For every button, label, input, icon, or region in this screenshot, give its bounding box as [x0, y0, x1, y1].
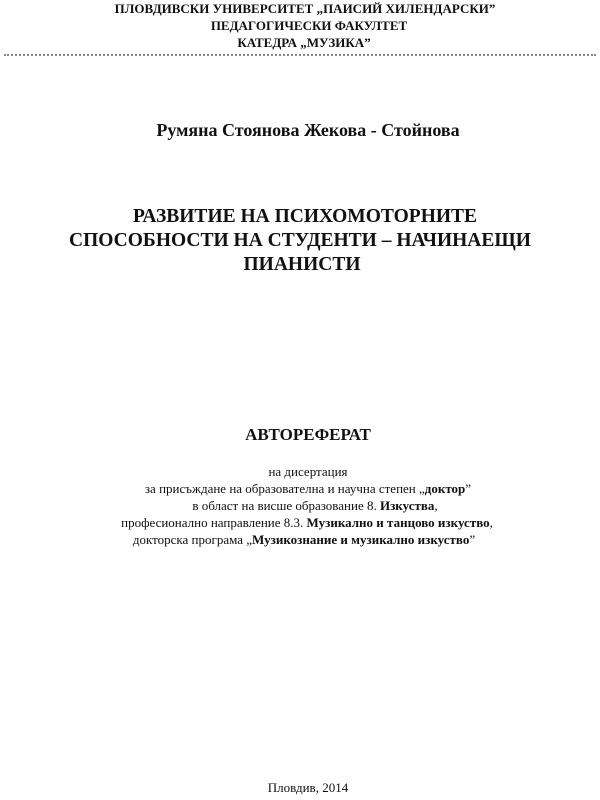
dissertation-details	[0, 463, 600, 548]
author-name: Румяна Стоянова Жекова - Стойнова	[156, 120, 460, 140]
program-name: Музикознание и музикално изкуство	[252, 532, 470, 547]
title-line-1: РАЗВИТИЕ НА ПСИХОМОТОРНИТЕ	[132, 206, 478, 227]
details-line-1-text: на дисертация	[268, 464, 348, 479]
degree-prefix: за присъждане на образователна и научна степен „	[144, 481, 425, 496]
details-line-4	[0, 514, 600, 531]
degree-name: доктор	[424, 481, 466, 496]
details-line-2	[0, 480, 600, 497]
document-type-heading: АВТОРЕФЕРАТ	[245, 425, 371, 444]
institution-header	[0, 0, 600, 51]
details-line-5	[0, 531, 600, 548]
details-line-3	[0, 497, 600, 514]
field-prefix: в област на висше образование 8.	[192, 498, 380, 513]
title-line-3: ПИАНИСТИ	[243, 254, 361, 275]
field-suffix: ,	[434, 498, 438, 513]
field-name: Изкуства	[379, 498, 435, 513]
direction-prefix: професионално направление 8.3.	[121, 515, 307, 530]
details-line-1	[0, 463, 600, 480]
dissertation-title	[0, 205, 600, 277]
faculty-name: ПЕДАГОГИЧЕСКИ ФАКУЛТЕТ	[210, 18, 408, 33]
place-and-year: Пловдив, 2014	[267, 780, 349, 795]
header-divider	[4, 54, 596, 56]
title-line-2: СПОСОБНОСТИ НА СТУДЕНТИ – НАЧИНАЕЩИ	[69, 230, 531, 251]
degree-suffix: ”	[465, 481, 472, 496]
program-prefix: докторска програма „	[132, 532, 253, 547]
university-name: ПЛОВДИВСКИ УНИВЕРСИТЕТ „ПАИСИЙ ХИЛЕНДАРСКИ”	[114, 1, 496, 16]
department-name: КАТЕДРА „МУЗИКА”	[237, 35, 371, 50]
direction-suffix: ,	[489, 515, 493, 530]
direction-name: Музикално и танцово изкуство	[306, 515, 490, 530]
program-suffix: ”	[469, 532, 476, 547]
